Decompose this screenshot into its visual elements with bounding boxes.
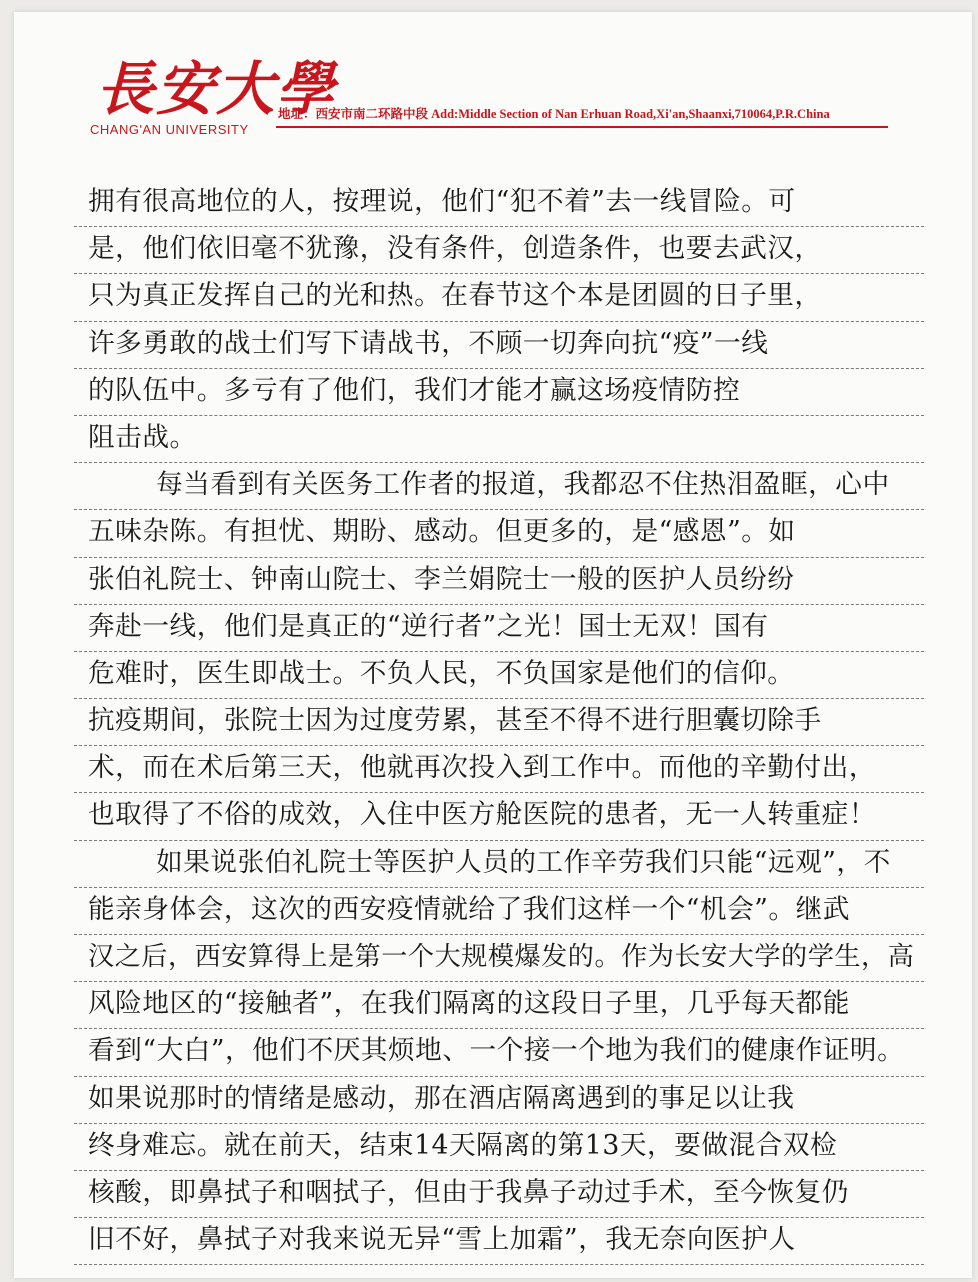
handwritten-line: 阻击战。 [74, 416, 924, 463]
handwritten-line: 张伯礼院士、钟南山院士、李兰娟院士一般的医护人员纷纷 [74, 558, 924, 605]
university-logo: 長安大學 [96, 55, 337, 123]
handwritten-line: 抗疫期间，张院士因为过度劳累，甚至不得不进行胆囊切除手 [74, 699, 924, 746]
handwritten-line: 每当看到有关医务工作者的报道，我都忍不住热泪盈眶，心中 [74, 463, 924, 510]
university-name-en: CHANG'AN UNIVERSITY [90, 122, 249, 137]
handwritten-line: 的队伍中。多亏有了他们，我们才能才赢这场疫情防控 [74, 369, 924, 416]
letter-sheet [14, 12, 972, 1278]
handwritten-line: 如果说那时的情绪是感动，那在酒店隔离遇到的事足以让我 [74, 1077, 924, 1124]
handwritten-line: 许多勇敢的战士们写下请战书，不顾一切奔向抗“疫”一线 [74, 322, 924, 369]
handwritten-line: 核酸，即鼻拭子和咽拭子，但由于我鼻子动过手术，至今恢复仍 [74, 1171, 924, 1218]
handwritten-line: 终身难忘。就在前天，结束14天隔离的第13天，要做混合双检 [74, 1124, 924, 1171]
handwritten-line: 危难时，医生即战士。不负人民，不负国家是他们的信仰。 [74, 652, 924, 699]
handwritten-line: 拥有很高地位的人，按理说，他们“犯不着”去一线冒险。可 [74, 180, 924, 227]
handwritten-line: 术，而在术后第三天，他就再次投入到工作中。而他的辛勤付出， [74, 746, 924, 793]
handwritten-line: 看到“大白”，他们不厌其烦地、一个接一个地为我们的健康作证明。 [74, 1029, 924, 1076]
handwritten-line: 旧不好，鼻拭子对我来说无异“雪上加霜”，我无奈向医护人 [74, 1218, 924, 1265]
handwritten-line: 奔赴一线，他们是真正的“逆行者”之光！国士无双！国有 [74, 605, 924, 652]
letterhead [90, 42, 910, 147]
letterhead-address: 地址：西安市南二环路中段 Add:Middle Section of Nan Erhuan Road,Xi'an,Shaanxi,710064,P.R.China [278, 107, 830, 121]
handwritten-line: 五味杂陈。有担忧、期盼、感动。但更多的，是“感恩”。如 [74, 510, 924, 557]
handwritten-line: 也取得了不俗的成效，入住中医方舱医院的患者，无一人转重症！ [74, 793, 924, 840]
handwritten-line: 能亲身体会，这次的西安疫情就给了我们这样一个“机会”。继武 [74, 888, 924, 935]
handwritten-line: 是，他们依旧毫不犹豫，没有条件，创造条件，也要去武汉， [74, 227, 924, 274]
letterhead-rule [276, 126, 888, 128]
handwritten-line: 风险地区的“接触者”，在我们隔离的这段日子里，几乎每天都能 [74, 982, 924, 1029]
handwritten-body [74, 180, 924, 1265]
handwritten-line: 如果说张伯礼院士等医护人员的工作辛劳我们只能“远观”，不 [74, 841, 924, 888]
handwritten-line: 汉之后，西安算得上是第一个大规模爆发的。作为长安大学的学生，高 [74, 935, 924, 982]
handwritten-line: 只为真正发挥自己的光和热。在春节这个本是团圆的日子里， [74, 274, 924, 321]
